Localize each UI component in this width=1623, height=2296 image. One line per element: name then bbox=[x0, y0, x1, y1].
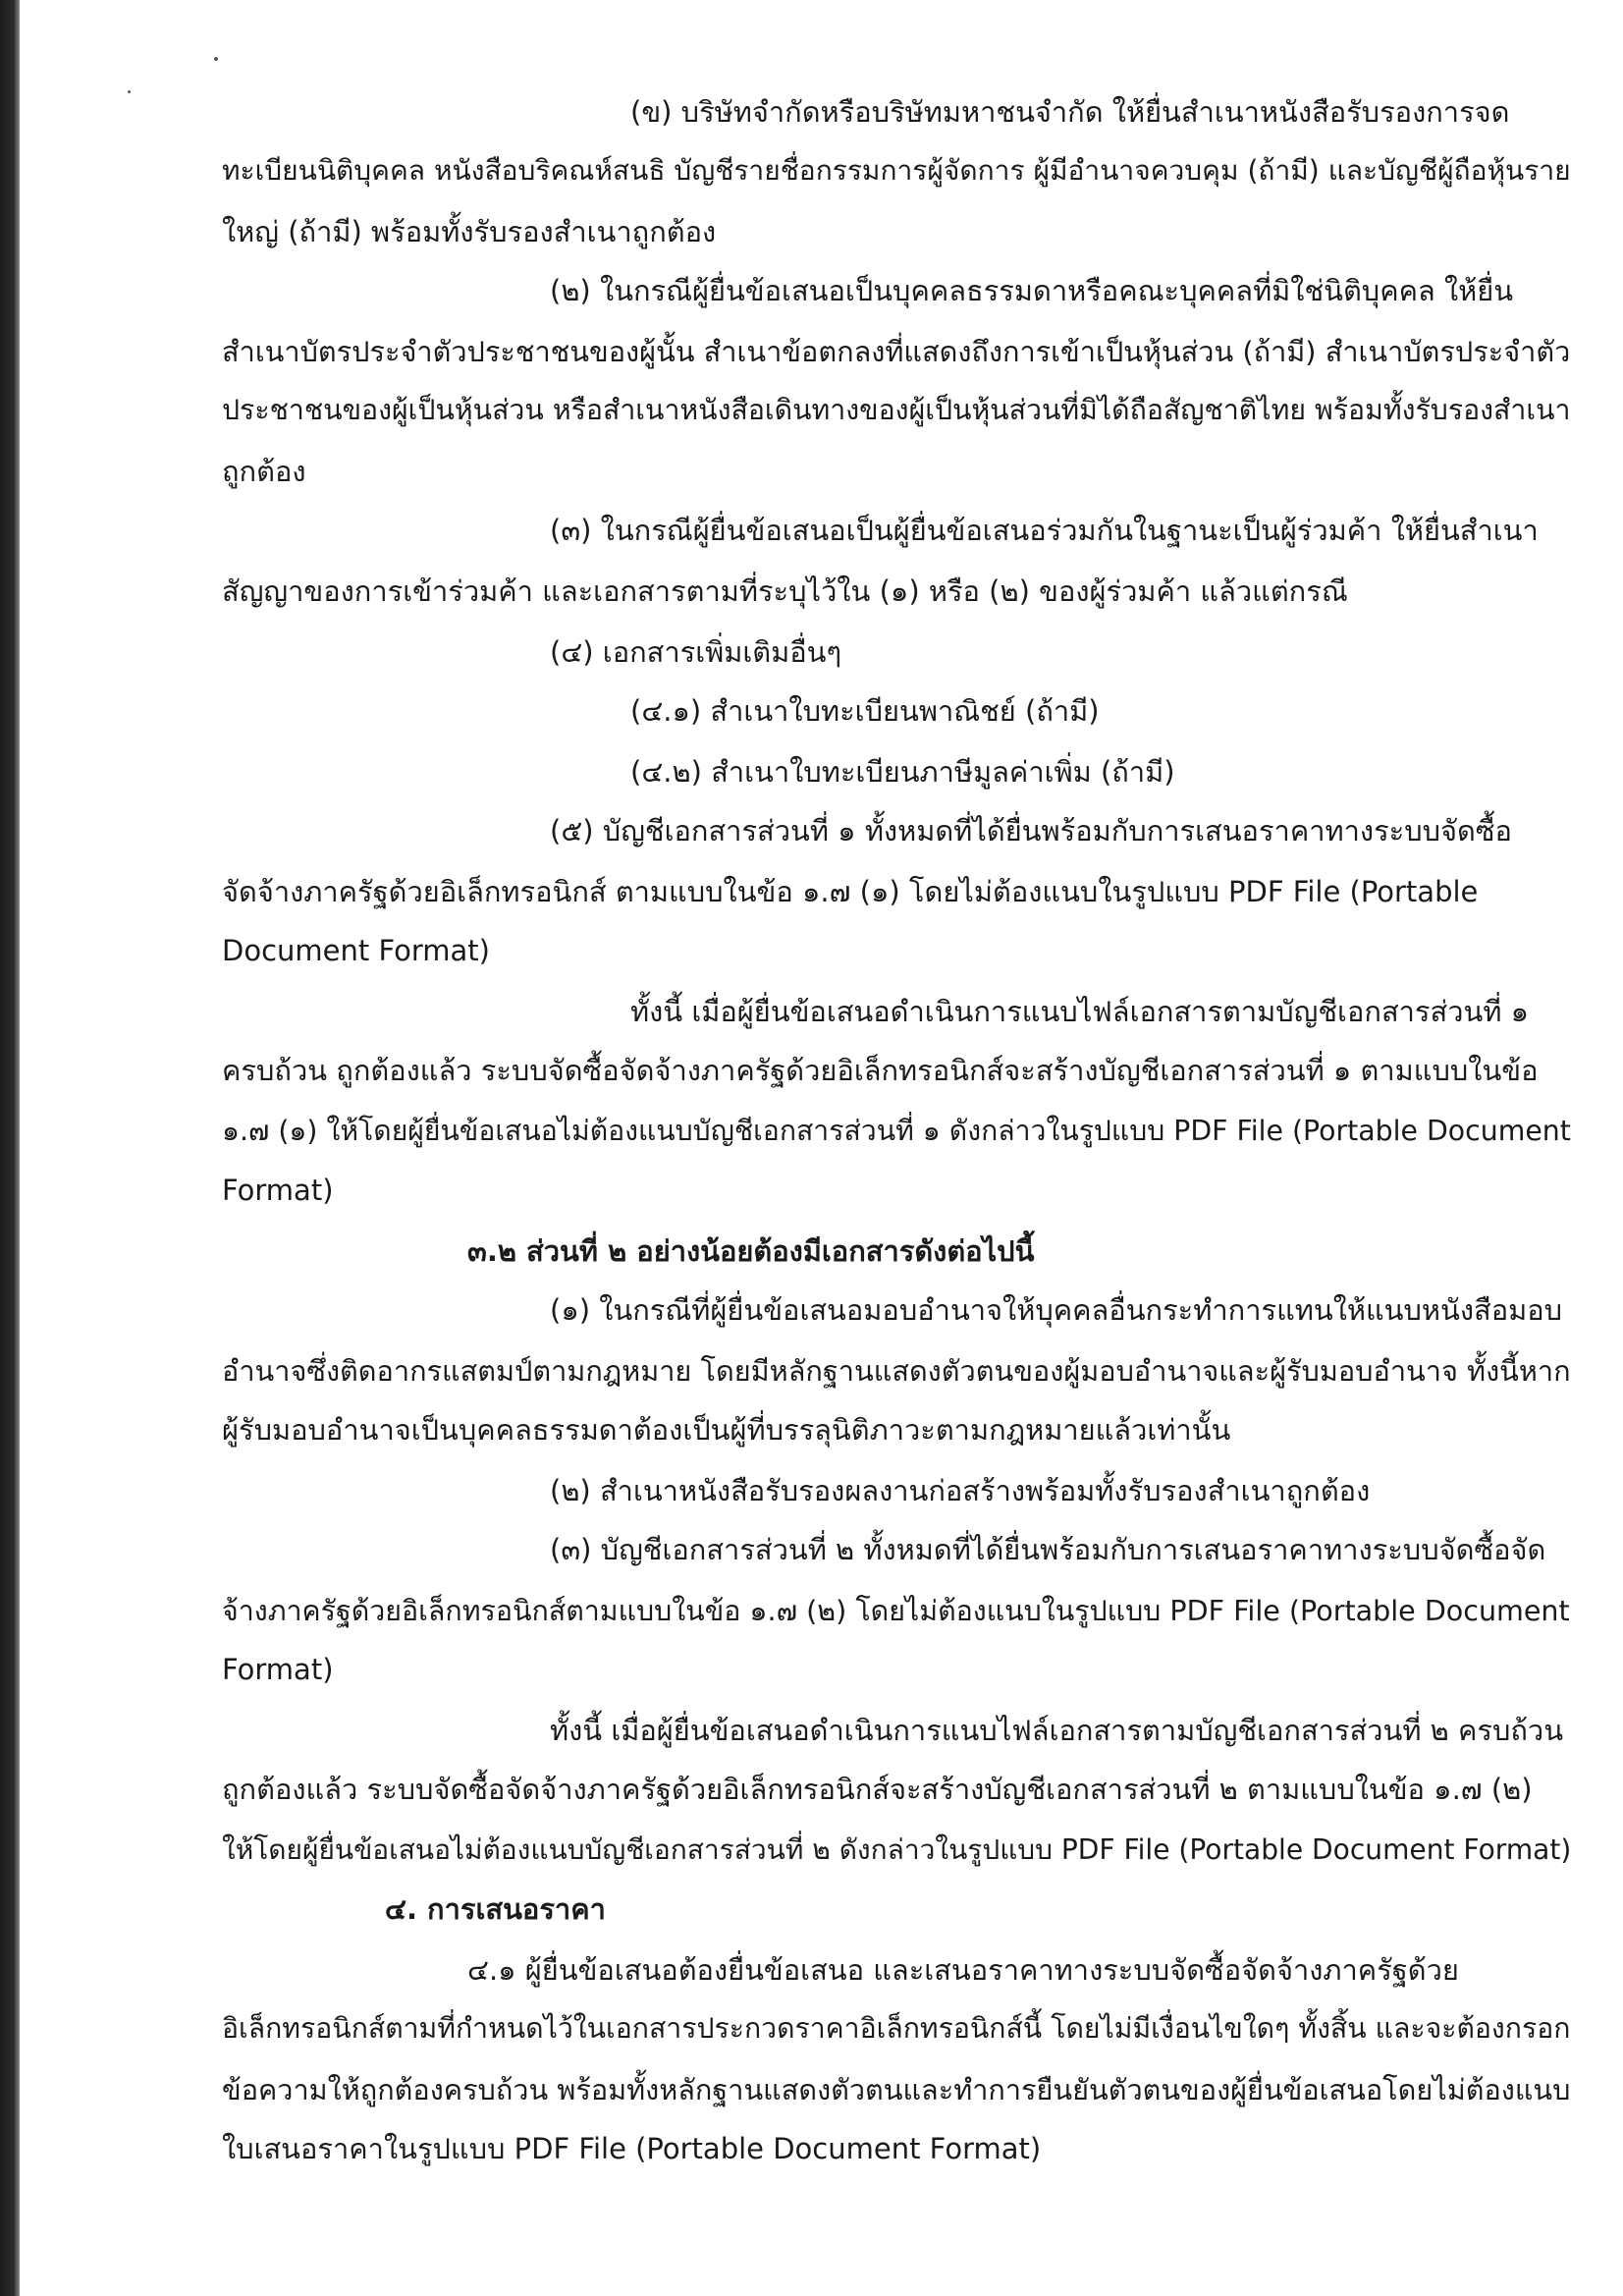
text-line-27: Format) bbox=[222, 1653, 334, 1686]
text-line-32: ๔.๑ ผู้ยื่นข้อเสนอต้องยื่นข้อเสนอ และเสนอราคาทางระบบจัดซื้อจัดจ้างภาครัฐด้วย bbox=[467, 1953, 1459, 1987]
text-line-16: ทั้งนี้ เมื่อผู้ยื่นข้อเสนอดำเนินการแนบไฟล์เอกสารตามบัญชีเอกสารส่วนที่ ๑ bbox=[630, 995, 1530, 1028]
text-line-12: (๔.๒) สำเนาใบทะเบียนภาษีมูลค่าเพิ่ม (ถ้ามี) bbox=[630, 755, 1175, 789]
text-line-10: (๔) เอกสารเพิ่มเติมอื่นๆ bbox=[550, 635, 842, 669]
text-line-17: ครบถ้วน ถูกต้องแล้ว ระบบจัดซื้อจัดจ้างภาครัฐด้วยอิเล็กทรอนิกส์จะสร้างบัญชีเอกสารส่วนที่ ๑ ตามแบบในข้อ bbox=[222, 1054, 1539, 1087]
text-line-23: ผู้รับมอบอำนาจเป็นบุคคลธรรมดาต้องเป็นผู้ที่บรรลุนิติภาวะตามกฎหมายแล้วเท่านั้น bbox=[222, 1413, 1231, 1447]
text-line-6: ประชาชนของผู้เป็นหุ้นส่วน หรือสำเนาหนังสือเดินทางของผู้เป็นหุ้นส่วนที่มิได้ถือสัญชาติไทย พร้อมทั้งรับรองสำเนา bbox=[222, 394, 1571, 426]
scan-edge bbox=[0, 0, 20, 2296]
text-line-1: (ข) บริษัทจำกัดหรือบริษัทมหาชนจำกัด ให้ยื่นสำเนาหนังสือรับรองการจด bbox=[630, 95, 1510, 129]
text-line-14: จัดจ้างภาครัฐด้วยอิเล็กทรอนิกส์ ตามแบบในข้อ ๑.๗ (๑) โดยไม่ต้องแนบในรูปแบบ PDF File (Portable bbox=[222, 875, 1479, 908]
scan-speck bbox=[128, 90, 131, 93]
text-line-30: ให้โดยผู้ยื่นข้อเสนอไม่ต้องแนบบัญชีเอกสารส่วนที่ ๒ ดังกล่าวในรูปแบบ PDF File (Portable Document Format) bbox=[222, 1833, 1572, 1866]
text-line-13: (๕) บัญชีเอกสารส่วนที่ ๑ ทั้งหมดที่ได้ยื่นพร้อมกับการเสนอราคาทางระบบจัดซื้อ bbox=[550, 814, 1512, 847]
text-line-26: จ้างภาครัฐด้วยอิเล็กทรอนิกส์ตามแบบในข้อ ๑.๗ (๒) โดยไม่ต้องแนบในรูปแบบ PDF File (Portable Document bbox=[222, 1594, 1570, 1627]
text-line-7: ถูกต้อง bbox=[222, 455, 306, 488]
text-line-25: (๓) บัญชีเอกสารส่วนที่ ๒ ทั้งหมดที่ได้ยื่นพร้อมกับการเสนอราคาทางระบบจัดซื้อจัด bbox=[550, 1533, 1546, 1566]
text-line-4: (๒) ในกรณีผู้ยื่นข้อเสนอเป็นบุคคลธรรมดาหรือคณะบุคคลที่มิใช่นิติบุคคล ให้ยื่น bbox=[550, 274, 1514, 307]
text-line-8: (๓) ในกรณีผู้ยื่นข้อเสนอเป็นผู้ยื่นข้อเสนอร่วมกันในฐานะเป็นผู้ร่วมค้า ให้ยื่นสำเนา bbox=[550, 514, 1539, 547]
text-line-35: ใบเสนอราคาในรูปแบบ PDF File (Portable Document Format) bbox=[222, 2132, 1042, 2165]
scan-speck bbox=[214, 57, 218, 61]
text-line-5: สำเนาบัตรประจำตัวประชาชนของผู้นั้น สำเนาข้อตกลงที่แสดงถึงการเข้าเป็นหุ้นส่วน (ถ้ามี) สำเนาบัตรประจำตัว bbox=[222, 335, 1571, 368]
text-line-33: อิเล็กทรอนิกส์ตามที่กำหนดไว้ในเอกสารประกวดราคาอิเล็กทรอนิกส์นี้ โดยไม่มีเงื่อนไขใดๆ ทั้งสิ้น และจะต้องกรอก bbox=[222, 2012, 1571, 2045]
text-line-15: Document Format) bbox=[222, 934, 490, 967]
text-line-19: Format) bbox=[222, 1174, 334, 1207]
text-line-24: (๒) สำเนาหนังสือรับรองผลงานก่อสร้างพร้อมทั้งรับรองสำเนาถูกต้อง bbox=[550, 1474, 1371, 1507]
text-line-2: ทะเบียนนิติบุคคล หนังสือบริคณห์สนธิ บัญชีรายชื่อกรรมการผู้จัดการ ผู้มีอำนาจควบคุม (ถ้ามี) และบัญชีผู้ถือหุ้นราย bbox=[222, 154, 1571, 187]
text-line-28: ทั้งนี้ เมื่อผู้ยื่นข้อเสนอดำเนินการแนบไฟล์เอกสารตามบัญชีเอกสารส่วนที่ ๒ ครบถ้วน bbox=[550, 1714, 1564, 1747]
text-line-29: ถูกต้องแล้ว ระบบจัดซื้อจัดจ้างภาครัฐด้วยอิเล็กทรอนิกส์จะสร้างบัญชีเอกสารส่วนที่ ๒ ตามแบบในข้อ ๑.๗ (๒) bbox=[222, 1773, 1533, 1806]
text-line-9: สัญญาของการเข้าร่วมค้า และเอกสารตามที่ระบุไว้ใน (๑) หรือ (๒) ของผู้ร่วมค้า แล้วแต่กรณี bbox=[222, 574, 1348, 608]
text-line-18: ๑.๗ (๑) ให้โดยผู้ยื่นข้อเสนอไม่ต้องแนบบัญชีเอกสารส่วนที่ ๑ ดังกล่าวในรูปแบบ PDF File (Portable Document bbox=[222, 1115, 1571, 1147]
text-line-34: ข้อความให้ถูกต้องครบถ้วน พร้อมทั้งหลักฐานแสดงตัวตนและทำการยืนยันตัวตนของผู้ยื่นข้อเสนอโดยไม่ต้องแนบ bbox=[222, 2073, 1571, 2106]
text-line-11: (๔.๑) สำเนาใบทะเบียนพาณิชย์ (ถ้ามี) bbox=[630, 694, 1100, 728]
section-heading-3-2: ๓.๒ ส่วนที่ ๒ อย่างน้อยต้องมีเอกสารดังต่อไปนี้ bbox=[467, 1234, 1035, 1268]
text-line-21: (๑) ในกรณีที่ผู้ยื่นข้อเสนอมอบอำนาจให้บุคคลอื่นกระทำการแทนให้แนบหนังสือมอบ bbox=[550, 1293, 1563, 1327]
section-heading-4: ๔. การเสนอราคา bbox=[385, 1892, 606, 1926]
text-line-22: อำนาจซึ่งติดอากรแสตมป์ตามกฎหมาย โดยมีหลักฐานแสดงตัวตนของผู้มอบอำนาจและผู้รับมอบอำนาจ ทั้งนี้หาก bbox=[222, 1354, 1571, 1388]
text-line-3: ใหญ่ (ถ้ามี) พร้อมทั้งรับรองสำเนาถูกต้อง bbox=[222, 215, 717, 248]
